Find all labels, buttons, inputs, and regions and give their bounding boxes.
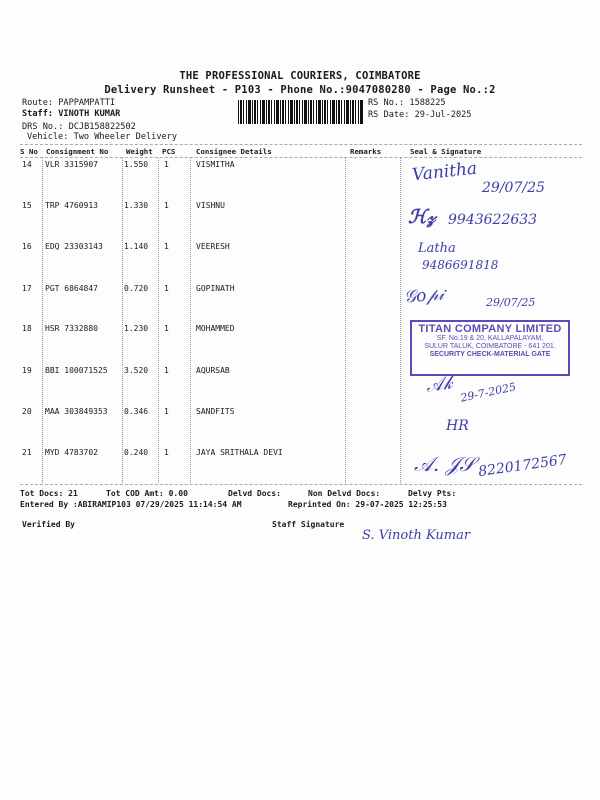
row-consignee: JAYA SRITHALA DEVI — [196, 448, 283, 457]
row-pcs: 1 — [164, 284, 169, 293]
row-consignee: VEERESH — [196, 242, 230, 251]
handwritten-initials: HR — [446, 418, 469, 434]
rs-date: RS Date: 29-Jul-2025 — [368, 110, 472, 120]
handwritten-mark: ℋ𝓏 — [408, 206, 436, 228]
company-title: THE PROFESSIONAL COURIERS, COIMBATORE — [179, 70, 421, 82]
delivery-points: Delvy Pts: — [408, 489, 457, 498]
col-sno: S No — [20, 147, 38, 156]
row-sno: 14 — [22, 160, 32, 169]
handwritten-date: 29/07/25 — [482, 180, 545, 196]
row-weight: 1.140 — [124, 242, 149, 251]
reprinted-on: Reprinted On: 29-07-2025 12:25:53 — [288, 500, 447, 509]
stamp-line: TITAN COMPANY LIMITED — [418, 323, 562, 335]
staff-label: Staff: VINOTH KUMAR — [22, 109, 121, 119]
stamp-line: SULUR TALUK, COIMBATORE - 641 201. — [424, 343, 556, 350]
vehicle-type: Vehicle: Two Wheeler Delivery — [27, 132, 178, 142]
row-weight: 0.346 — [124, 407, 149, 416]
row-consignee: GOPINATH — [196, 284, 235, 293]
col-divider — [345, 158, 346, 483]
col-pcs: PCS — [162, 147, 176, 156]
stamp-line: SECURITY CHECK-MATERIAL GATE — [429, 351, 551, 358]
staff-handwritten-signature: S. Vinoth Kumar — [362, 528, 471, 543]
col-divider — [190, 158, 191, 483]
row-sno: 20 — [22, 407, 32, 416]
col-consignee: Consignee Details — [196, 147, 272, 156]
row-weight: 0.720 — [124, 284, 149, 293]
footer-rule — [20, 484, 582, 485]
col-remarks: Remarks — [350, 147, 382, 156]
company-stamp — [410, 320, 570, 376]
col-divider — [158, 158, 159, 483]
row-consignment: EDQ 23303143 — [45, 242, 103, 251]
row-sno: 16 — [22, 242, 32, 251]
staff-signature-label: Staff Signature — [272, 520, 345, 529]
col-seal: Seal & Signature — [410, 147, 482, 156]
row-consignee: AQURSAB — [196, 366, 230, 375]
row-consignment: BBI 100071525 — [45, 366, 108, 375]
runsheet-title: Delivery Runsheet - P103 - Phone No.:9047080280 - Page No.:2 — [104, 84, 496, 96]
col-consignment: Consignment No — [46, 147, 109, 156]
row-consignment: PGT 6864847 — [45, 284, 98, 293]
row-pcs: 1 — [164, 407, 169, 416]
col-divider — [42, 158, 43, 483]
row-pcs: 1 — [164, 448, 169, 457]
handwritten-signature: 𝒢𝑜𝓅𝒾 — [403, 284, 445, 308]
col-divider — [122, 158, 123, 483]
col-divider — [400, 158, 401, 483]
row-consignment: MYD 4783702 — [45, 448, 98, 457]
row-consignee: VISMITHA — [196, 160, 235, 169]
delivered-docs: Delvd Docs: — [228, 489, 281, 498]
row-pcs: 1 — [164, 201, 169, 210]
row-pcs: 1 — [164, 242, 169, 251]
row-weight: 1.550 — [124, 160, 149, 169]
row-weight: 1.330 — [124, 201, 149, 210]
stamp-line: SF. No.19 & 20, KALLAPALAYAM, — [436, 335, 544, 342]
row-weight: 0.240 — [124, 448, 149, 457]
row-consignee: MOHAMMED — [196, 324, 235, 333]
row-weight: 1.230 — [124, 324, 149, 333]
row-pcs: 1 — [164, 160, 169, 169]
handwritten-date: 29-7-2025 — [459, 380, 518, 405]
handwritten-name: Vanitha — [411, 158, 479, 186]
handwritten-date: 29/07/25 — [486, 296, 536, 309]
non-delivered-docs: Non Delvd Docs: — [308, 489, 381, 498]
row-sno: 19 — [22, 366, 32, 375]
row-sno: 21 — [22, 448, 32, 457]
header-rule-top — [20, 144, 582, 145]
row-consignment: TRP 4760913 — [45, 201, 98, 210]
handwritten-phone: 8220172567 — [477, 451, 568, 481]
row-consignee: SANDFITS — [196, 407, 235, 416]
handwritten-signature: 𝒜𝓀 — [424, 372, 455, 397]
row-consignment: MAA 303849353 — [45, 407, 108, 416]
row-consignment: VLR 3315907 — [45, 160, 98, 169]
row-consignee: VISHNU — [196, 201, 225, 210]
drs-number: DRS No.: DCJB158822502 — [22, 122, 136, 132]
row-weight: 3.520 — [124, 366, 149, 375]
row-sno: 18 — [22, 324, 32, 333]
header-rule-bottom — [20, 157, 582, 158]
verified-by-label: Verified By — [22, 520, 75, 529]
barcode — [238, 100, 364, 124]
row-sno: 17 — [22, 284, 32, 293]
route-label: Route: PAPPAMPATTI — [22, 98, 116, 108]
rs-number: RS No.: 1588225 — [368, 98, 446, 108]
entered-by: Entered By :ABIRAMIP103 07/29/2025 11:14:54 AM — [20, 500, 242, 509]
row-consignment: HSR 7332880 — [45, 324, 98, 333]
row-pcs: 1 — [164, 324, 169, 333]
handwritten-name: Latha — [418, 241, 456, 256]
col-weight: Weight — [126, 147, 153, 156]
handwritten-phone: 9486691818 — [422, 258, 499, 272]
handwritten-phone: 9943622633 — [448, 212, 538, 228]
handwritten-signature: 𝒜. 𝒥𝒮 — [414, 452, 475, 476]
row-sno: 15 — [22, 201, 32, 210]
row-pcs: 1 — [164, 366, 169, 375]
total-cod: Tot COD Amt: 0.00 — [106, 489, 188, 498]
total-docs: Tot Docs: 21 — [20, 489, 78, 498]
